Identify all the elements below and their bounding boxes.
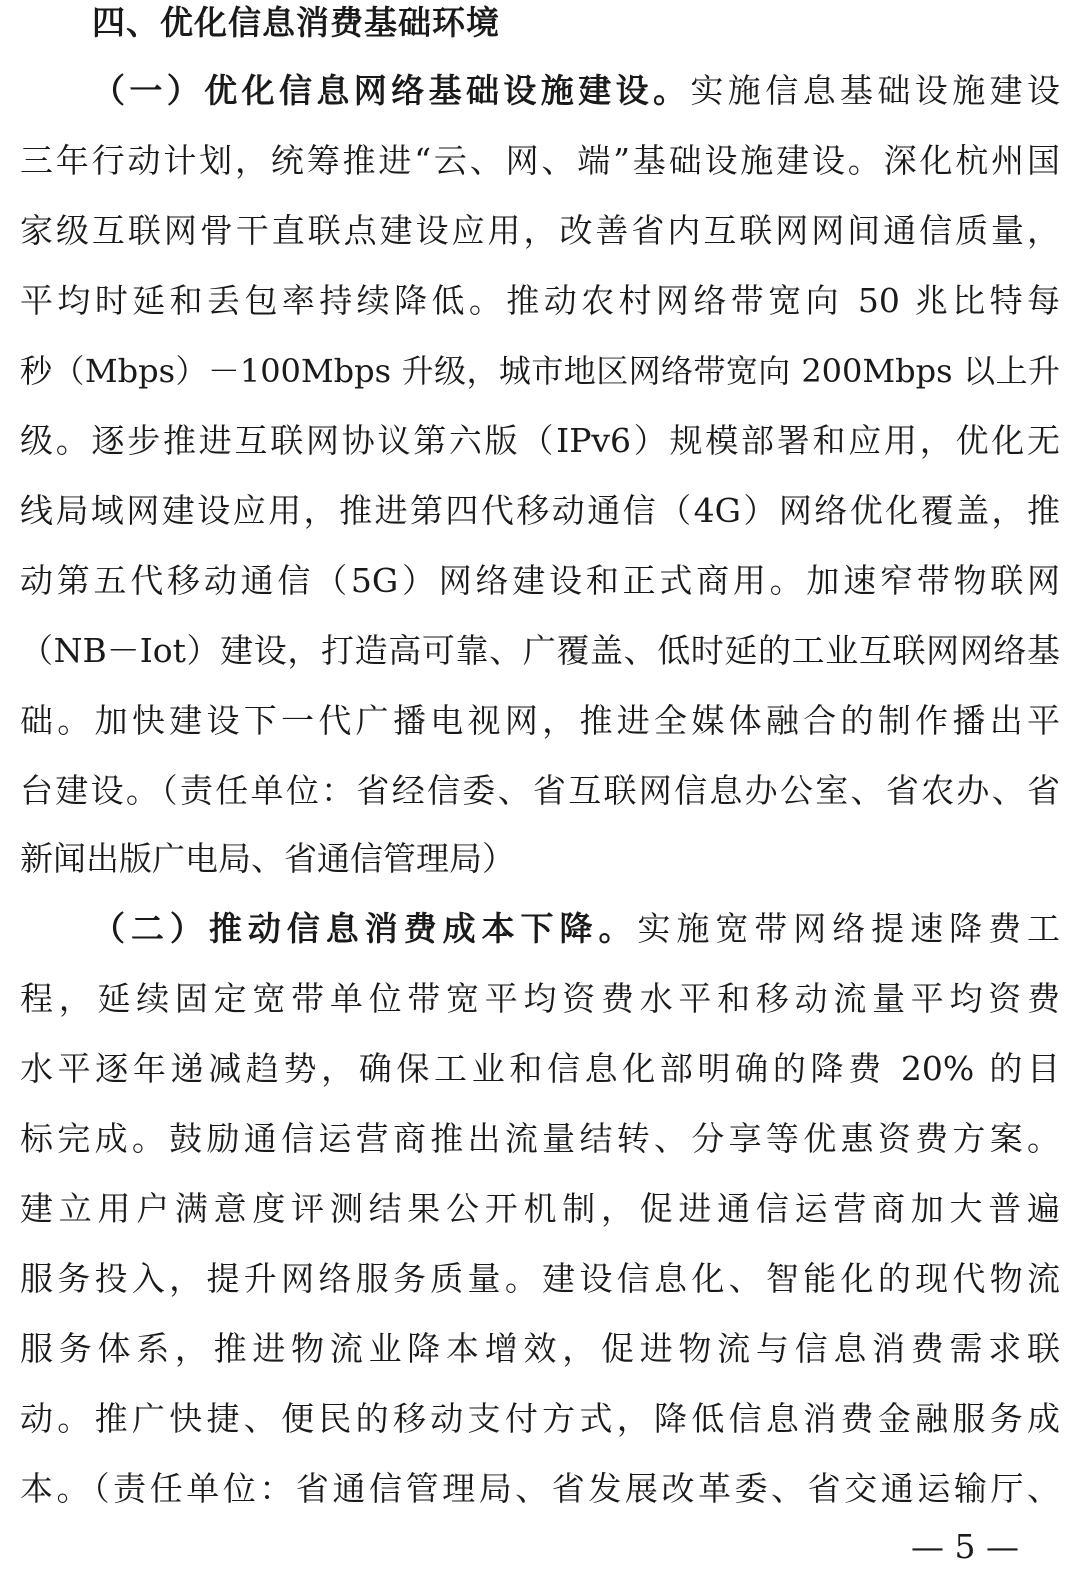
page-number: — 5 — <box>911 1527 1019 1566</box>
paragraph-2-line-2: 程，延续固定宽带单位带宽平均资费水平和移动流量平均资费 <box>20 979 1060 1018</box>
paragraph-1-line-2: 三年行动计划，统筹推进“云、网、端”基础设施建设。深化杭州国 <box>20 141 1060 180</box>
paragraph-1-line-12: 新闻出版广电局、省通信管理局） <box>20 839 515 878</box>
paragraph-1-line-1 <box>92 66 1060 116</box>
paragraph-2-line-6: 服务投入，提升网络服务质量。建设信息化、智能化的现代物流 <box>20 1259 1060 1298</box>
line-text: 实施信息基础设施建设 <box>690 71 1061 110</box>
paragraph-2-line-3: 水平逐年递减趋势，确保工业和信息化部明确的降费 20% 的目 <box>20 1049 1060 1088</box>
section-heading: 四、优化信息消费基础环境 <box>92 3 500 42</box>
paragraph-2-line-4: 标完成。鼓励通信运营商推出流量结转、分享等优惠资费方案。 <box>20 1119 1060 1158</box>
paragraph-1-line-3: 家级互联网骨干直联点建设应用，改善省内互联网网间通信质量， <box>20 211 1060 250</box>
paragraph-2-line-1 <box>92 904 1060 954</box>
subsection-title: （二）推动信息消费成本下降。 <box>92 909 638 948</box>
paragraph-2-line-7: 服务体系，推进物流业降本增效，促进物流与信息消费需求联 <box>20 1329 1060 1368</box>
paragraph-2-line-9: 本。（责任单位：省通信管理局、省发展改革委、省交通运输厅、 <box>20 1469 1060 1508</box>
paragraph-1-line-11: 台建设。（责任单位：省经信委、省互联网信息办公室、省农办、省 <box>20 771 1060 810</box>
paragraph-1-line-8: 动第五代移动通信（5G）网络建设和正式商用。加速窄带物联网 <box>20 561 1060 600</box>
paragraph-1-line-9: （NB－Iot）建设，打造高可靠、广覆盖、低时延的工业互联网网络基 <box>20 631 1060 670</box>
line-text: 实施宽带网络提速降费工 <box>637 909 1061 948</box>
paragraph-2-line-5: 建立用户满意度评测结果公开机制，促进通信运营商加大普遍 <box>20 1189 1060 1228</box>
paragraph-1-line-4: 平均时延和丢包率持续降低。推动农村网络带宽向 50 兆比特每 <box>20 281 1060 320</box>
subsection-title: （一）优化信息网络基础设施建设。 <box>92 71 691 110</box>
paragraph-1-line-10: 础。加快建设下一代广播电视网，推进全媒体融合的制作播出平 <box>20 701 1060 740</box>
paragraph-1-line-5: 秒（Mbps）－100Mbps 升级，城市地区网络带宽向 200Mbps 以上升 <box>20 352 1060 390</box>
paragraph-1-line-7: 线局域网建设应用，推进第四代移动通信（4G）网络优化覆盖，推 <box>20 491 1060 530</box>
paragraph-1-line-6: 级。逐步推进互联网协议第六版（IPv6）规模部署和应用，优化无 <box>20 421 1060 460</box>
paragraph-2-line-8: 动。推广快捷、便民的移动支付方式，降低信息消费金融服务成 <box>20 1399 1060 1438</box>
